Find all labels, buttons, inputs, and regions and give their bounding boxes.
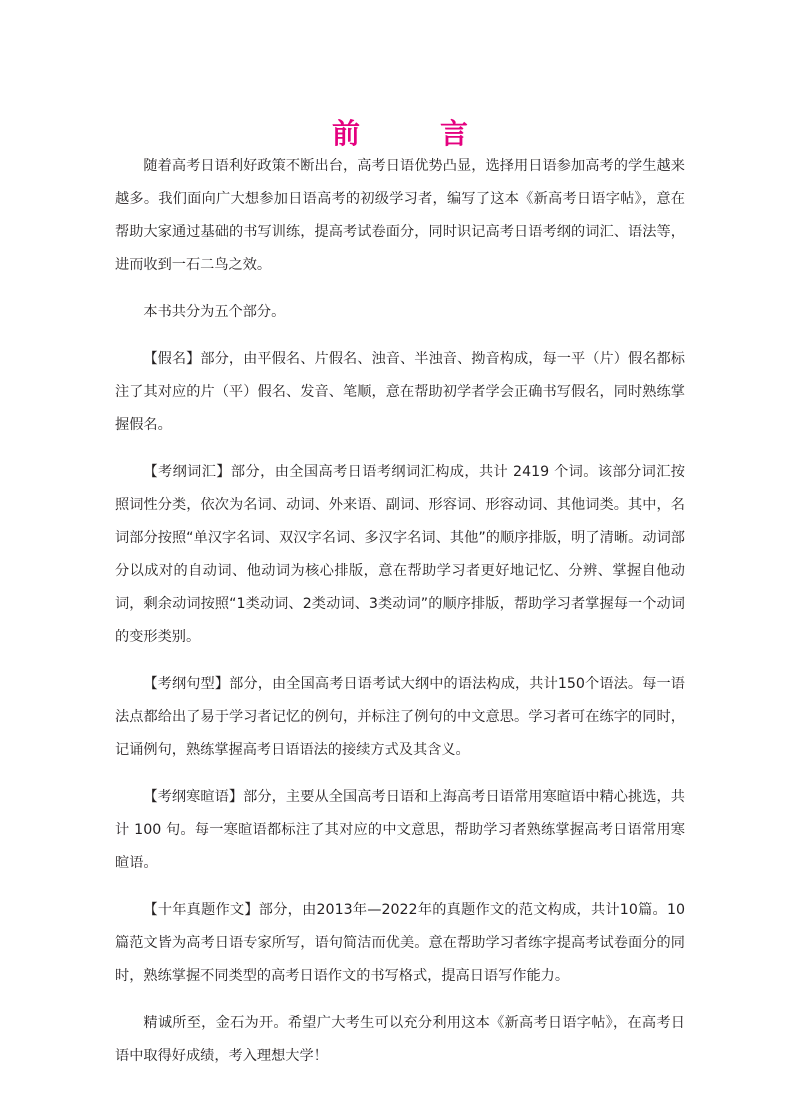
paragraph-closing: 精诚所至，金石为开。希望广大考生可以充分利用这本《新高考日语字帖》，在高考日语中取得好成绩，考入理想大学！ <box>115 1015 685 1064</box>
paragraph-overview: 本书共分为五个部分。 <box>143 304 286 320</box>
paragraph-intro: 随着高考日语利好政策不断出台，高考日语优势凸显，选择用日语参加高考的学生越来越多。我们面向广大想参加日语高考的初级学习者，编写了这本《新高考日语字帖》，意在帮助大家通过基础的书写训练，提高考试卷面分，同时识记高考日语考纲的词汇、语法等，进而收到一石二鸟之效。 <box>115 158 685 273</box>
page-title: 前 言 <box>331 116 494 150</box>
paragraph-vocabulary: 【考纲词汇】部分，由全国高考日语考纲词汇构成，共计 2419 个词。该部分词汇按照词性分类，依次为名词、动词、外来语、副词、形容词、形容动词、其他词类。其中，名词部分按照“单汉字名词、双汉字名词、多汉字名词、其他”的顺序排版，明了清晰。动词部分以成对的自动词、他动词为核心排版，意在帮助学习者更好地记忆、分辨、掌握自他动词，剩余动词按照“1类动词、2类动词、3类动词”的顺序排版，帮助学习者掌握每一个动词的变形类别。 <box>115 464 685 645</box>
paragraph-kana: 【假名】部分，由平假名、片假名、浊音、半浊音、拗音构成，每一平（片）假名都标注了其对应的片（平）假名、发音、笔顺，意在帮助初学者学会正确书写假名，同时熟练掌握假名。 <box>115 351 685 433</box>
paragraph-grammar: 【考纲句型】部分，由全国高考日语考试大纲中的语法构成，共计150个语法。每一语法点都给出了易于学习者记忆的例句，并标注了例句的中文意思。学习者可在练字的同时，记诵例句，熟练掌握高考日语语法的接续方式及其含义。 <box>115 676 685 758</box>
paragraph-greetings: 【考纲寒暄语】部分，主要从全国高考日语和上海高考日语常用寒暄语中精心挑选，共计 100 句。每一寒暄语都标注了其对应的中文意思，帮助学习者熟练掌握高考日语常用寒暄语。 <box>115 789 685 871</box>
paragraph-essays: 【十年真题作文】部分，由2013年—2022年的真题作文的范文构成，共计10篇。10篇范文皆为高考日语专家所写，语句简洁而优美。意在帮助学习者练字提高考试卷面分的同时，熟练掌握不同类型的高考日语作文的书写格式，提高日语写作能力。 <box>115 902 685 984</box>
preface-body <box>115 150 685 1087</box>
